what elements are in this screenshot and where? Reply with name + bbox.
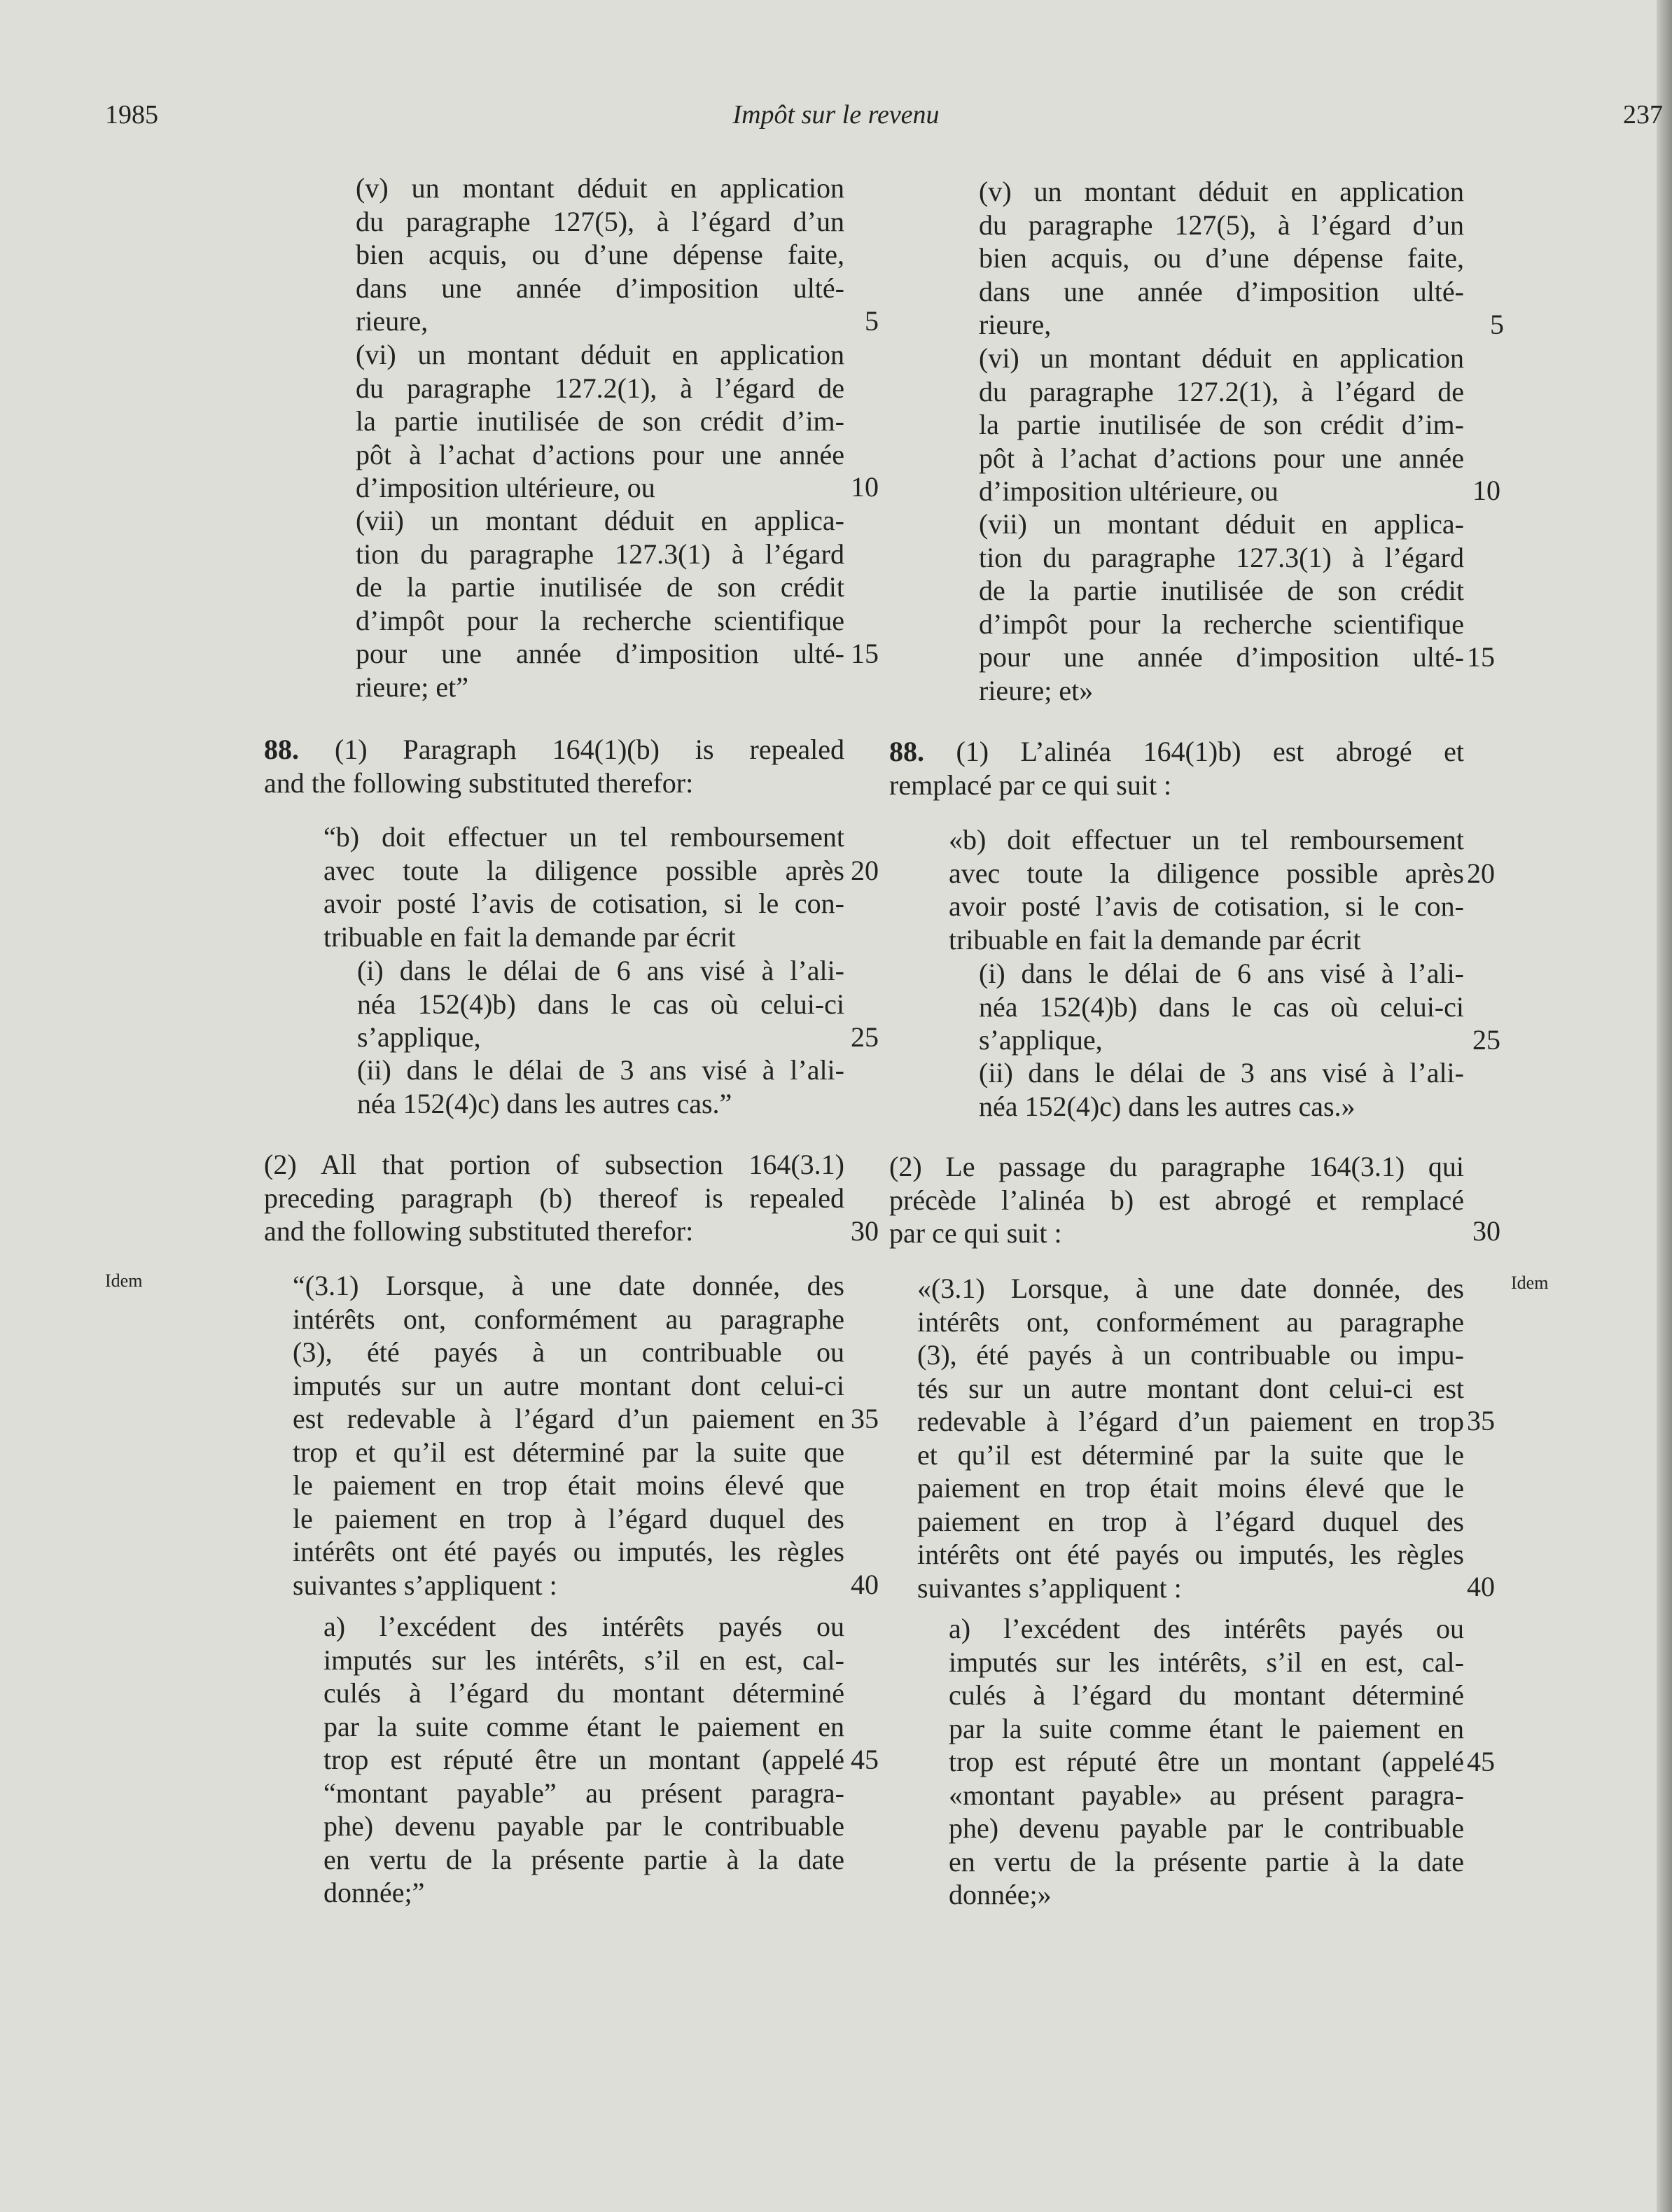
- text-line: a) l’excédent des intérêts payés ou: [323, 1611, 844, 1642]
- right-line-number-10: 10: [1472, 475, 1500, 506]
- text-line: le paiement en trop était moins élevé que: [293, 1469, 844, 1501]
- text-line: suivantes s’appliquent :: [917, 1572, 1182, 1604]
- text-line: 88. (1) L’alinéa 164(1)b) est abrogé et: [889, 736, 1464, 767]
- text-line: dans une année d’imposition ulté-: [979, 275, 1464, 307]
- text-line: intérêts ont, conformément au paragraphe: [293, 1303, 844, 1335]
- text-line: bien acquis, ou d’une dépense faite,: [979, 242, 1464, 274]
- left-section-88-1: [264, 733, 844, 799]
- text-line: (3), été payés à un contribuable ou: [293, 1336, 844, 1368]
- right-subpara-vii: [979, 507, 1464, 707]
- text-line: imputés sur les intérêts, s’il en est, cal-: [323, 1644, 844, 1676]
- text-line: (i) dans le délai de 6 ans visé à l’ali-: [357, 955, 844, 986]
- right-item-i: [979, 957, 1464, 1057]
- right-subsection-3-1: [917, 1272, 1464, 1604]
- text-line: trop est réputé être un montant (appelé: [949, 1746, 1464, 1777]
- left-subsection-3-1: [293, 1269, 844, 1602]
- text-line: du paragraphe 127.2(1), à l’égard de: [356, 372, 844, 404]
- text-line: la partie inutilisée de son crédit d’im-: [356, 405, 844, 437]
- text-line: s’applique,: [357, 1021, 481, 1053]
- left-paragraph-a: [323, 1610, 844, 1910]
- text-line: rieure; et»: [979, 674, 1094, 706]
- text-line: en vertu de la présente partie à la date: [323, 1843, 844, 1875]
- text-line: a) l’excédent des intérêts payés ou: [949, 1613, 1464, 1644]
- text-line: 88. (1) Paragraph 164(1)(b) is repealed: [264, 734, 844, 765]
- right-section-88-1: [889, 735, 1464, 802]
- text-line: «b) doit effectuer un tel remboursement: [949, 824, 1464, 855]
- text-line: précède l’alinéa b) est abrogé et remplacé: [889, 1184, 1464, 1216]
- text-line: phe) devenu payable par le contribuable: [949, 1812, 1464, 1844]
- text-line: «(3.1) Lorsque, à une date donnée, des: [917, 1273, 1464, 1304]
- text-line: (vi) un montant déduit en application: [979, 342, 1464, 374]
- right-paragraph-a: [949, 1612, 1464, 1912]
- text-line: remplacé par ce qui suit :: [889, 769, 1172, 801]
- header-title: Impôt sur le revenu: [732, 100, 940, 130]
- right-line-number-20: 20: [1467, 858, 1495, 889]
- text-line: and the following substituted therefor:: [264, 766, 694, 799]
- page-edge-shadow: [1657, 0, 1672, 2212]
- text-line: (v) un montant déduit en application: [356, 172, 844, 204]
- text-line: par ce qui suit :: [889, 1217, 1062, 1249]
- text-line: avec toute la diligence possible après: [323, 854, 844, 886]
- left-item-i: [357, 954, 844, 1054]
- text-line: tion du paragraphe 127.3(1) à l’égard: [356, 538, 844, 570]
- left-line-number-15: 15: [851, 638, 879, 669]
- text-line: “(3.1) Lorsque, à une date donnée, des: [293, 1270, 844, 1301]
- text-line: néa 152(4)c) dans les autres cas.”: [357, 1087, 732, 1119]
- text-line: (3), été payés à un contribuable ou impu-: [917, 1339, 1464, 1371]
- margin-note-idem-right: Idem: [1511, 1273, 1549, 1293]
- text-line: la partie inutilisée de son crédit d’im-: [979, 409, 1464, 440]
- text-line: rieure; et”: [356, 671, 468, 703]
- text-line: de la partie inutilisée de son crédit: [979, 575, 1464, 606]
- text-line: donnée;”: [323, 1877, 425, 1908]
- text-line: (vii) un montant déduit en applica-: [979, 508, 1464, 540]
- text-line: d’impôt pour la recherche scientifique: [979, 608, 1464, 640]
- right-line-number-45: 45: [1467, 1746, 1495, 1777]
- text-line: dans une année d’imposition ulté-: [356, 272, 844, 304]
- text-line: pour une année d’imposition ulté-: [356, 638, 844, 669]
- left-line-number-40: 40: [851, 1569, 879, 1600]
- right-line-number-35: 35: [1467, 1405, 1495, 1436]
- text-line: avoir posté l’avis de cotisation, si le con-: [949, 890, 1464, 922]
- right-paragraph-b: [949, 823, 1464, 956]
- text-line: (vii) un montant déduit en applica-: [356, 505, 844, 536]
- text-line: pour une année d’imposition ulté-: [979, 641, 1464, 673]
- text-line: intérêts ont, conformément au paragraphe: [917, 1306, 1464, 1338]
- left-line-number-30: 30: [851, 1215, 879, 1247]
- text-line: (vi) un montant déduit en application: [356, 339, 844, 370]
- text-line: (v) un montant déduit en application: [979, 176, 1464, 207]
- text-line: néa 152(4)b) dans le cas où celui-ci: [357, 988, 844, 1020]
- text-line: avoir posté l’avis de cotisation, si le con-: [323, 888, 844, 919]
- text-line: phe) devenu payable par le contribuable: [323, 1810, 844, 1842]
- text-line: du paragraphe 127(5), à l’égard d’un: [979, 209, 1464, 241]
- text-line: tés sur un autre montant dont celui-ci est: [917, 1372, 1464, 1404]
- text-line: paiement en trop était moins élevé que le: [917, 1472, 1464, 1504]
- text-line: culés à l’égard du montant déterminé: [949, 1679, 1464, 1711]
- left-line-number-45: 45: [851, 1744, 879, 1775]
- text-line: et qu’il est déterminé par la suite que le: [917, 1438, 1464, 1471]
- text-line: de la partie inutilisée de son crédit: [356, 571, 844, 603]
- header-page-number: 237: [1623, 100, 1663, 130]
- text-line: “montant payable” au présent paragra-: [323, 1777, 844, 1809]
- left-subpara-vi: [356, 338, 844, 505]
- text-line: est redevable à l’égard d’un paiement en: [293, 1403, 844, 1434]
- text-line: suivantes s’appliquent :: [293, 1569, 557, 1601]
- text-line: avec toute la diligence possible après: [949, 857, 1464, 889]
- left-line-number-25: 25: [851, 1021, 879, 1053]
- text-line: trop et qu’il est déterminé par la suite que: [293, 1436, 844, 1468]
- text-line: d’imposition ultérieure, ou: [356, 472, 655, 503]
- text-line: «montant payable» au présent paragra-: [949, 1779, 1464, 1811]
- left-item-ii: [357, 1054, 844, 1120]
- right-line-number-30: 30: [1472, 1215, 1500, 1247]
- text-line: “b) doit effectuer un tel remboursement: [323, 821, 844, 853]
- text-line: rieure,: [979, 309, 1052, 340]
- text-line: d’imposition ultérieure, ou: [979, 475, 1279, 507]
- text-line: néa 152(4)c) dans les autres cas.»: [979, 1090, 1356, 1122]
- margin-note-idem-left: Idem: [105, 1270, 143, 1291]
- text-line: néa 152(4)b) dans le cas où celui-ci: [979, 990, 1464, 1023]
- left-line-number-35: 35: [851, 1403, 879, 1434]
- text-line: culés à l’égard du montant déterminé: [323, 1677, 844, 1709]
- right-line-number-15: 15: [1467, 641, 1495, 673]
- left-subpara-vii: [356, 504, 844, 704]
- text-line: imputés sur un autre montant dont celui-ci: [293, 1369, 844, 1401]
- text-line: intérêts ont été payés ou imputés, les règles: [293, 1536, 844, 1567]
- left-line-number-5: 5: [865, 305, 879, 337]
- left-line-number-10: 10: [851, 471, 879, 503]
- text-line: par la suite comme étant le paiement en: [323, 1710, 844, 1742]
- text-line: s’applique,: [979, 1024, 1103, 1056]
- left-paragraph-b: [323, 820, 844, 953]
- right-line-number-40: 40: [1467, 1571, 1495, 1602]
- text-line: (ii) dans le délai de 3 ans visé à l’ali-: [357, 1054, 844, 1086]
- right-line-number-5: 5: [1490, 309, 1504, 340]
- text-line: du paragraphe 127.2(1), à l’égard de: [979, 375, 1464, 407]
- text-line: bien acquis, ou d’une dépense faite,: [356, 239, 844, 270]
- text-line: pôt à l’achat d’actions pour une année: [356, 438, 844, 470]
- text-line: pôt à l’achat d’actions pour une année: [979, 442, 1464, 474]
- left-subpara-v: [356, 172, 844, 338]
- text-line: (2) All that portion of subsection 164(3.1): [264, 1149, 844, 1180]
- text-line: du paragraphe 127(5), à l’égard d’un: [356, 205, 844, 237]
- text-line: d’impôt pour la recherche scientifique: [356, 604, 844, 636]
- text-line: intérêts ont été payés ou imputés, les règles: [917, 1539, 1464, 1570]
- text-line: preceding paragraph (b) thereof is repealed: [264, 1182, 844, 1214]
- text-line: and the following substituted therefor:: [264, 1215, 694, 1247]
- text-line: tribuable en fait la demande par écrit: [949, 923, 1361, 955]
- text-line: (2) Le passage du paragraphe 164(3.1) qui: [889, 1151, 1464, 1182]
- left-line-number-20: 20: [851, 855, 879, 886]
- text-line: rieure,: [356, 305, 429, 337]
- right-line-number-25: 25: [1472, 1024, 1500, 1056]
- text-line: tion du paragraphe 127.3(1) à l’égard: [979, 541, 1464, 573]
- left-section-88-2: [264, 1148, 844, 1248]
- text-line: trop est réputé être un montant (appelé: [323, 1744, 844, 1775]
- right-subpara-v: [979, 175, 1464, 342]
- text-line: le paiement en trop à l’égard duquel des: [293, 1502, 844, 1534]
- text-line: (i) dans le délai de 6 ans visé à l’ali-: [979, 958, 1464, 989]
- text-line: redevable à l’égard d’un paiement en trop: [917, 1406, 1464, 1437]
- right-section-88-2: [889, 1150, 1464, 1250]
- right-item-ii: [979, 1056, 1464, 1123]
- text-line: en vertu de la présente partie à la date: [949, 1845, 1464, 1877]
- text-line: par la suite comme étant le paiement en: [949, 1712, 1464, 1744]
- header-year: 1985: [105, 100, 158, 130]
- text-line: (ii) dans le délai de 3 ans visé à l’ali-: [979, 1057, 1464, 1088]
- text-line: paiement en trop à l’égard duquel des: [917, 1505, 1464, 1537]
- text-line: tribuable en fait la demande par écrit: [323, 920, 736, 953]
- right-subpara-vi: [979, 342, 1464, 508]
- text-line: donnée;»: [949, 1879, 1052, 1910]
- text-line: imputés sur les intérêts, s’il en est, cal-: [949, 1646, 1464, 1678]
